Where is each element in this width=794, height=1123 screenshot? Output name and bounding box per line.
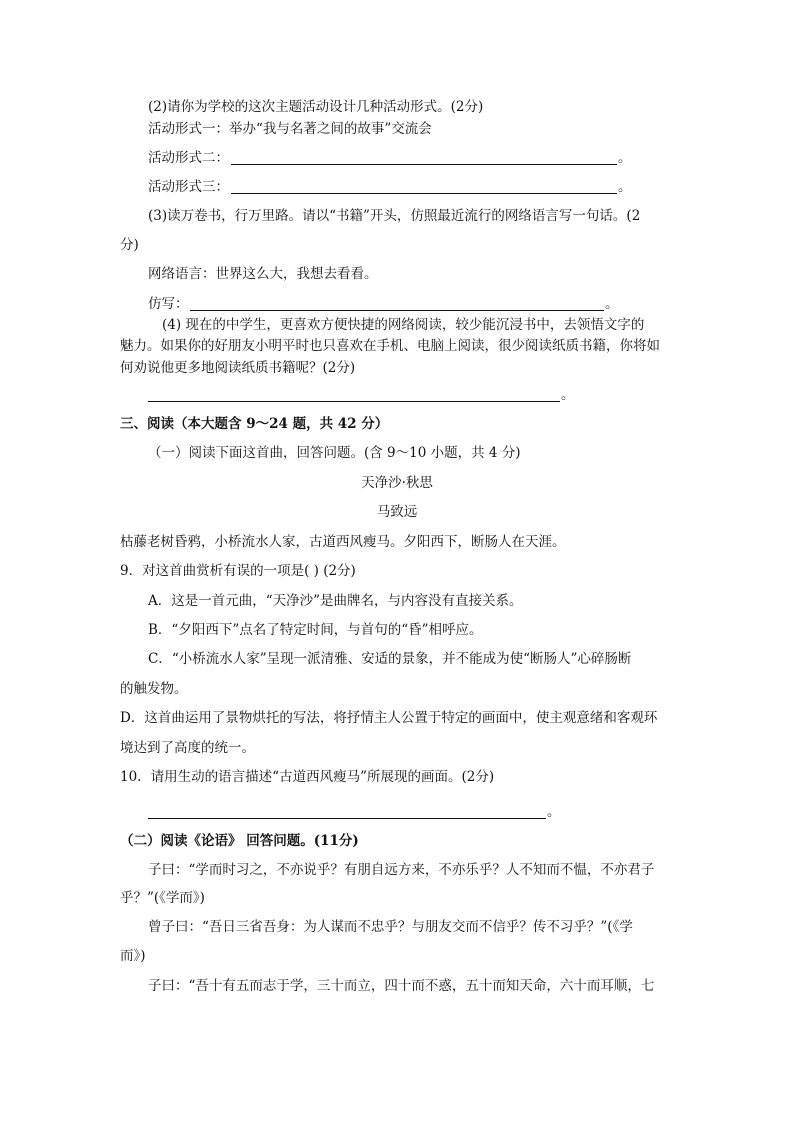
q3-network-language-example: 网络语言：世界这么大，我想去看看。 — [148, 266, 378, 282]
q2-activity-form-2-answer-line[interactable] — [231, 164, 617, 165]
part-2-heading: （二）阅读《论语》 回答问题。(11分) — [120, 833, 359, 849]
q2-activity-form-1: 活动形式一：举办“我与名著之间的故事”交流会 — [148, 121, 432, 137]
analects-quote-2: 曾子曰：“吾日三省吾身：为人谋而不忠乎？与朋友交而不信乎？传不习乎？”(《学 — [148, 919, 633, 935]
q4-answer-line[interactable] — [148, 401, 560, 402]
q4-period: 。 — [561, 387, 575, 403]
q9-option-c: C．“小桥流水人家”呈现一派清雅、安适的景象，并不能成为使“断肠人”心碎肠断 — [148, 651, 632, 667]
q3-prompt: (3)读万卷书，行万里路。请以“书籍”开头，仿照最近流行的网络语言写一句话。(2 — [148, 208, 641, 224]
q3-prompt-continued: 分) — [120, 237, 139, 253]
analects-quote-3: 子曰：“吾十有五而志于学，三十而立，四十而不惑，五十而知天命，六十而耳顺，七 — [148, 978, 655, 994]
q2-activity-form-3-label: 活动形式三： — [148, 179, 229, 195]
section-3-heading: 三、阅读（本大题含 9～24 题，共 42 分） — [120, 416, 389, 432]
q3-period: 。 — [605, 296, 619, 312]
poem-title: 天净沙·秋思 — [361, 475, 433, 491]
analects-quote-1: 子曰：“学而时习之，不亦说乎？有朋自远方来，不亦乐乎？人不知而不愠，不亦君子 — [148, 862, 655, 878]
q4-line-1: (4) 现在的中学生，更喜欢方便快捷的网络阅读，较少能沉浸书中，去领悟文字的 — [162, 317, 645, 333]
q9-option-d-continued: 境达到了高度的统一。 — [120, 740, 255, 756]
q9-option-d: D．这首曲运用了景物烘托的写法，将抒情主人公置于特定的画面中，使主观意绪和客观环 — [120, 710, 658, 726]
q10-stem: 10．请用生动的语言描述“古道西风瘦马”所展现的画面。(2分) — [120, 769, 495, 785]
q2-prompt: (2)请你为学校的这次主题活动设计几种活动形式。(2分) — [148, 99, 484, 115]
q3-imitate-label: 仿写： — [148, 296, 189, 312]
q4-line-2: 魅力。如果你的好朋友小明平时也只喜欢在手机、电脑上阅读，很少阅读纸质书籍，你将如 — [120, 338, 660, 354]
poem-text: 枯藤老树昏鸦，小桥流水人家，古道西风瘦马。夕阳西下，断肠人在天涯。 — [120, 534, 566, 550]
q2-period-2: 。 — [618, 150, 632, 166]
q2-activity-form-3-answer-line[interactable] — [231, 193, 617, 194]
q9-option-b: B．“夕阳西下”点名了特定时间，与首句的“昏”相呼应。 — [148, 622, 483, 638]
q9-option-a: A．这是一首元曲，“天净沙”是曲牌名，与内容没有直接关系。 — [148, 593, 523, 609]
analects-quote-1-continued: 乎？”(《学而》) — [120, 890, 205, 906]
part-1-intro: （一）阅读下面这首曲，回答问题。(含 9～10 小题，共 4 分) — [148, 445, 521, 461]
q9-stem: 9．对这首曲赏析有误的一项是( ) (2分) — [120, 563, 356, 579]
q10-answer-line[interactable] — [148, 818, 546, 819]
analects-quote-2-continued: 而》) — [120, 948, 146, 964]
q9-option-c-continued: 的触发物。 — [120, 681, 188, 697]
q3-imitate-answer-line[interactable] — [190, 310, 604, 311]
q10-period: 。 — [547, 804, 561, 820]
q4-line-3: 何劝说他更多地阅读纸质书籍呢？(2分) — [120, 360, 356, 376]
q2-period-3: 。 — [618, 179, 632, 195]
poem-author: 马致远 — [376, 504, 418, 520]
q2-activity-form-2-label: 活动形式二： — [148, 150, 229, 166]
